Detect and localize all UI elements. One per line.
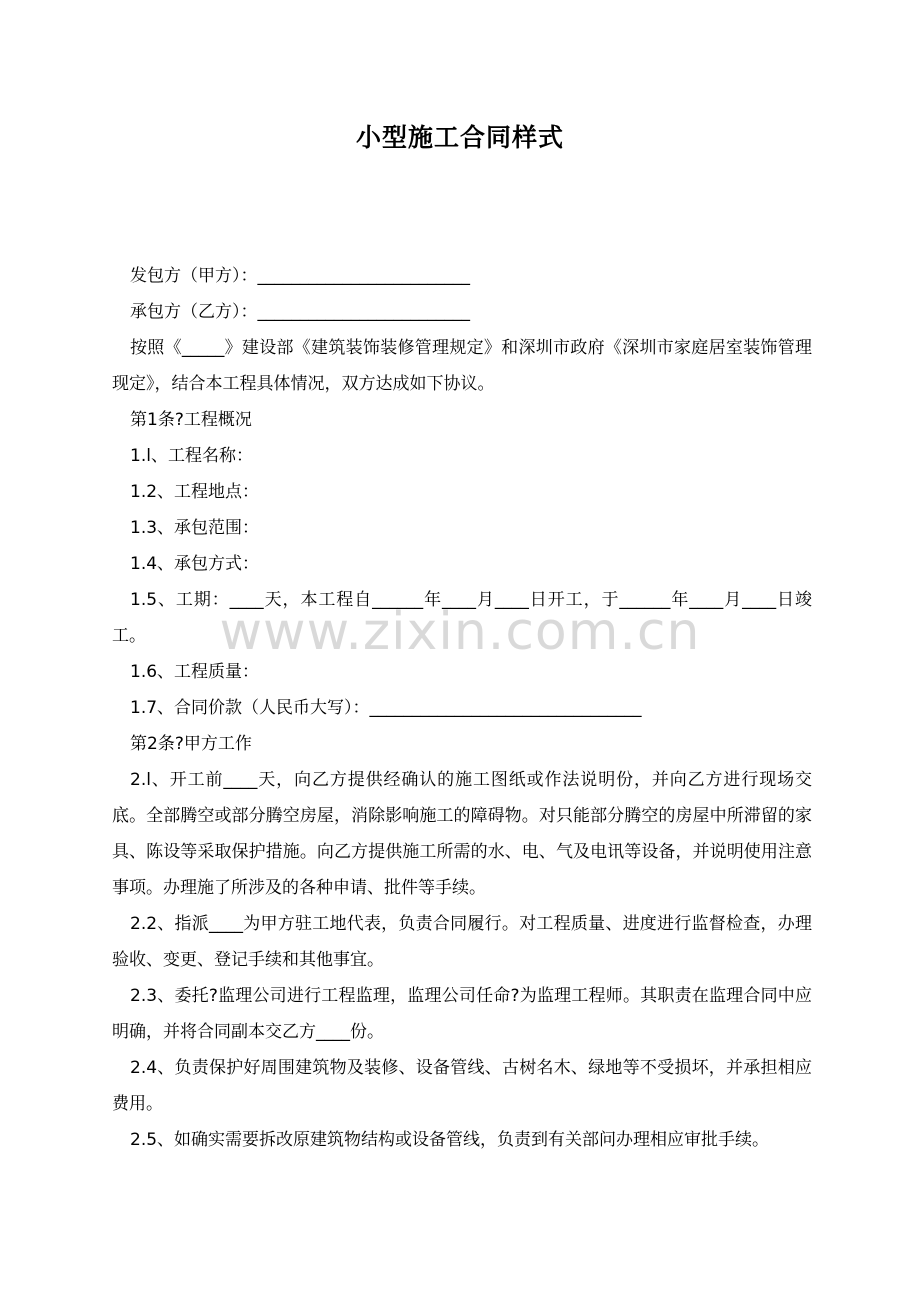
article-1-heading: 第1条?工程概况 [130,410,252,430]
clause-1-5: 1.5、工期：____天，本工程自______年____月____日开工，于______年____月____日竣工。 [112,590,812,646]
clause-2-2: 2.2、指派____为甲方驻工地代表，负责合同履行。对工程质量、进度进行监督检查，办理验收、变更、登记手续和其他事宜。 [112,914,812,970]
preamble-paragraph: 按照《_____》建设部《建筑装饰装修管理规定》和深圳市政府《深圳市家庭居室装饰管理现定》，结合本工程具体情况，双方达成如下协议。 [112,338,812,394]
clause-2-3: 2.3、委托?监理公司进行工程监理，监理公司任命?为监理工程师。其职责在监理合同中应明确，并将合同副本交乙方____份。 [112,986,812,1042]
clause-2-4: 2.4、负责保护好周围建筑物及装修、设备管线、古树名木、绿地等不受损坏，并承担相应费用。 [112,1058,812,1114]
article-2-heading: 第2条?甲方工作 [130,734,252,754]
clause-1-7: 1.7、合同价款（人民币大写）：________________________________ [130,698,642,718]
clause-2-1: 2.l、开工前____天，向乙方提供经确认的施工图纸或作法说明份，并向乙方进行现场交底。全部腾空或部分腾空房屋，消除影响施工的障碍物。对只能部分腾空的房屋中所滞留的家具、陈设等采取保护措施。向乙方提供施工所需的水、电、气及电讯等设备，并说明使用注意事项。办理施了所涉及的各种申请、批件等手续。 [112,770,812,898]
clause-1-6: 1.6、工程质量： [130,662,260,682]
document-title: 小型施工合同样式 [355,123,564,152]
clause-1-1: 1.l、工程名称： [130,446,253,466]
clause-1-4: 1.4、承包方式： [130,554,260,574]
clause-1-3: 1.3、承包范围： [130,518,260,538]
contract-body [112,258,812,1158]
party-b-line: 承包方（乙方）：_________________________ [130,302,470,322]
clause-2-5: 2.5、如确实需要拆改原建筑物结构或设备管线，负责到有关部问办理相应审批手续。 [130,1130,770,1150]
party-a-line: 发包方（甲方）：_________________________ [130,266,470,286]
watermark: www.zixin.com.cn [219,602,701,662]
clause-1-2: 1.2、工程地点： [130,482,260,502]
